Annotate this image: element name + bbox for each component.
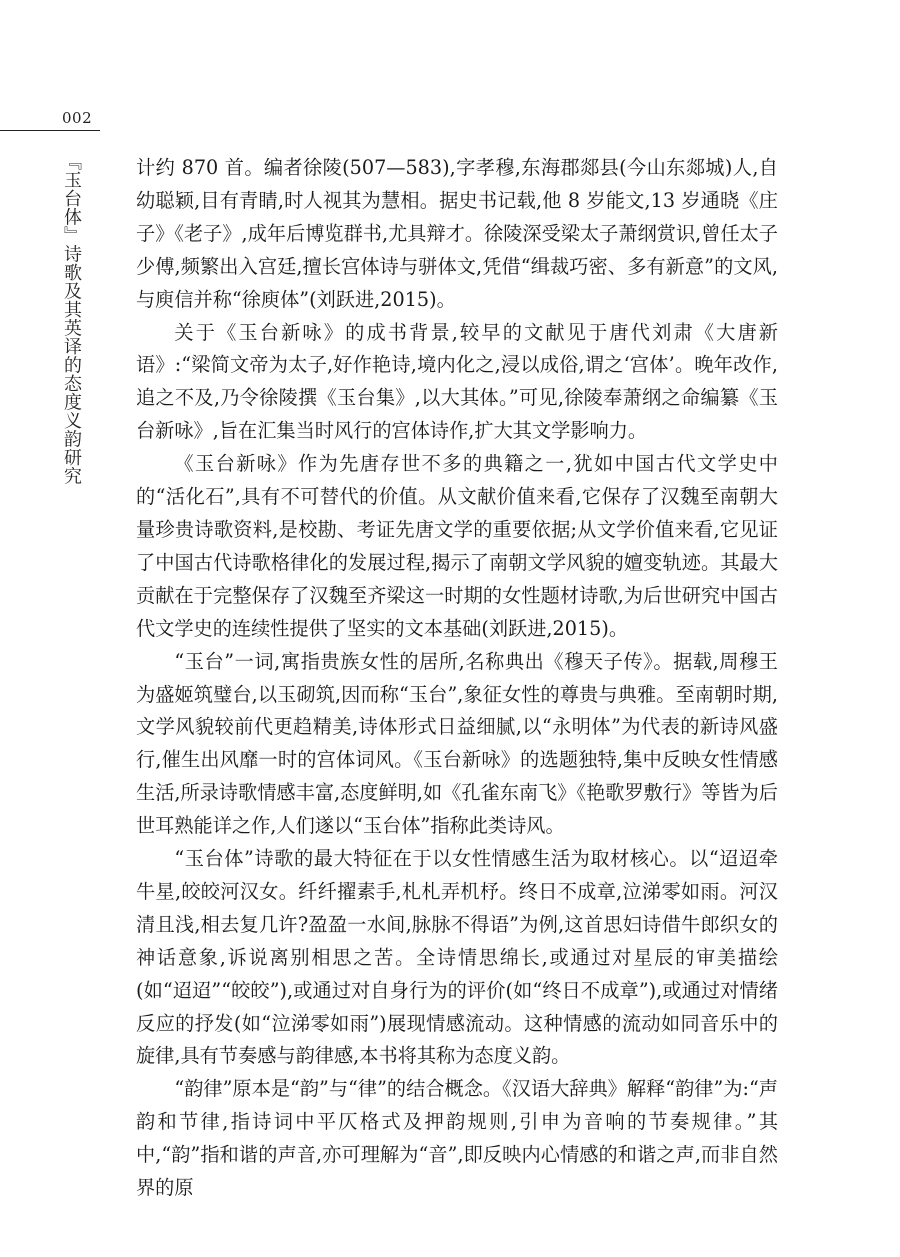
paragraph: 关于《玉台新咏》的成书背景,较早的文献见于唐代刘肃《大唐新语》:“梁简文帝为太子,好作艳诗,境内化之,浸以成俗,谓之‘宫体’。晚年改作,追之不及,乃令徐陵撰《玉台集》,以大其体。”可见,徐陵奉萧纲之命编纂《玉台新咏》,旨在汇集当时风行的宫体诗作,扩大其文学影响力。 bbox=[136, 320, 778, 443]
paragraph: “韵律”原本是“韵”与“律”的结合概念。《汉语大辞典》解释“韵律”为:“声韵和节律,指诗词中平仄格式及押韵规则,引申为音响的节奏规律。”其中,“韵”指和谐的声音,亦可理解为“音”,即反映内心情感的和谐之声,而非自然界的原 bbox=[136, 1077, 778, 1200]
paragraph: 《玉台新咏》作为先唐存世不多的典籍之一,犹如中国古代文学史中的“活化石”,具有不可替代的价值。从文献价值来看,它保存了汉魏至南朝大量珍贵诗歌资料,是校勘、考证先唐文学的重要依据;从文学价值来看,它见证了中国古代诗歌格律化的发展过程,揭示了南朝文学风貌的嬗变轨迹。其最大贡献在于完整保存了汉魏至齐梁这一时期的女性题材诗歌,为后世研究中国古代文学史的连续性提供了坚实的文本基础(刘跃进,2015)。 bbox=[136, 452, 778, 640]
header-rule bbox=[0, 130, 100, 131]
paragraph: “玉台”一词,寓指贵族女性的居所,名称典出《穆天子传》。据载,周穆王为盛姬筑璧台,以玉砌筑,因而称“玉台”,象征女性的尊贵与典雅。至南朝时期,文学风貌较前代更趋精美,诗体形式日益细腻,以“永明体”为代表的新诗风盛行,催生出风靡一时的宫体词风。《玉台新咏》的选题独特,集中反映女性情感生活,所录诗歌情感丰富,态度鲜明,如《孔雀东南飞》《艳歌罗敷行》等皆为后世耳熟能详之作,人们遂以“玉台体”指称此类诗风。 bbox=[136, 649, 778, 838]
body-text bbox=[136, 152, 778, 1205]
page-number: 002 bbox=[62, 109, 93, 127]
running-title: 『玉台体』诗歌及其英译的态度义韵研究 bbox=[61, 152, 82, 485]
paragraph: 计约 870 首。编者徐陵(507—583),字孝穆,东海郡郯县(今山东郯城)人,自幼聪颖,目有青睛,时人视其为慧相。据史书记载,他 8 岁能文,13 岁通晓《庄子》《老子》,成年后博览群书,尤具辩才。徐陵深受梁太子萧纲赏识,曾任太子少傅,频繁出入宫廷,擅长宫体诗与骈体文,凭借“缉裁巧密、多有新意”的文风,与庾信并称“徐庾体”(刘跃进,2015)。 bbox=[136, 156, 778, 311]
paragraph: “玉台体”诗歌的最大特征在于以女性情感生活为取材核心。以“迢迢牵牛星,皎皎河汉女。纤纤擢素手,札札弄机杼。终日不成章,泣涕零如雨。河汉清且浅,相去复几许?盈盈一水间,脉脉不得语”为例,这首思妇诗借牛郎织女的神话意象,诉说离别相思之苦。全诗情思绵长,或通过对星辰的审美描绘(如“迢迢”“皎皎”),或通过对自身行为的评价(如“终日不成章”),或通过对情绪反应的抒发(如“泣涕零如雨”)展现情感流动。这种情感的流动如同音乐中的旋律,具有节奏感与韵律感,本书将其称为态度义韵。 bbox=[136, 847, 778, 1068]
